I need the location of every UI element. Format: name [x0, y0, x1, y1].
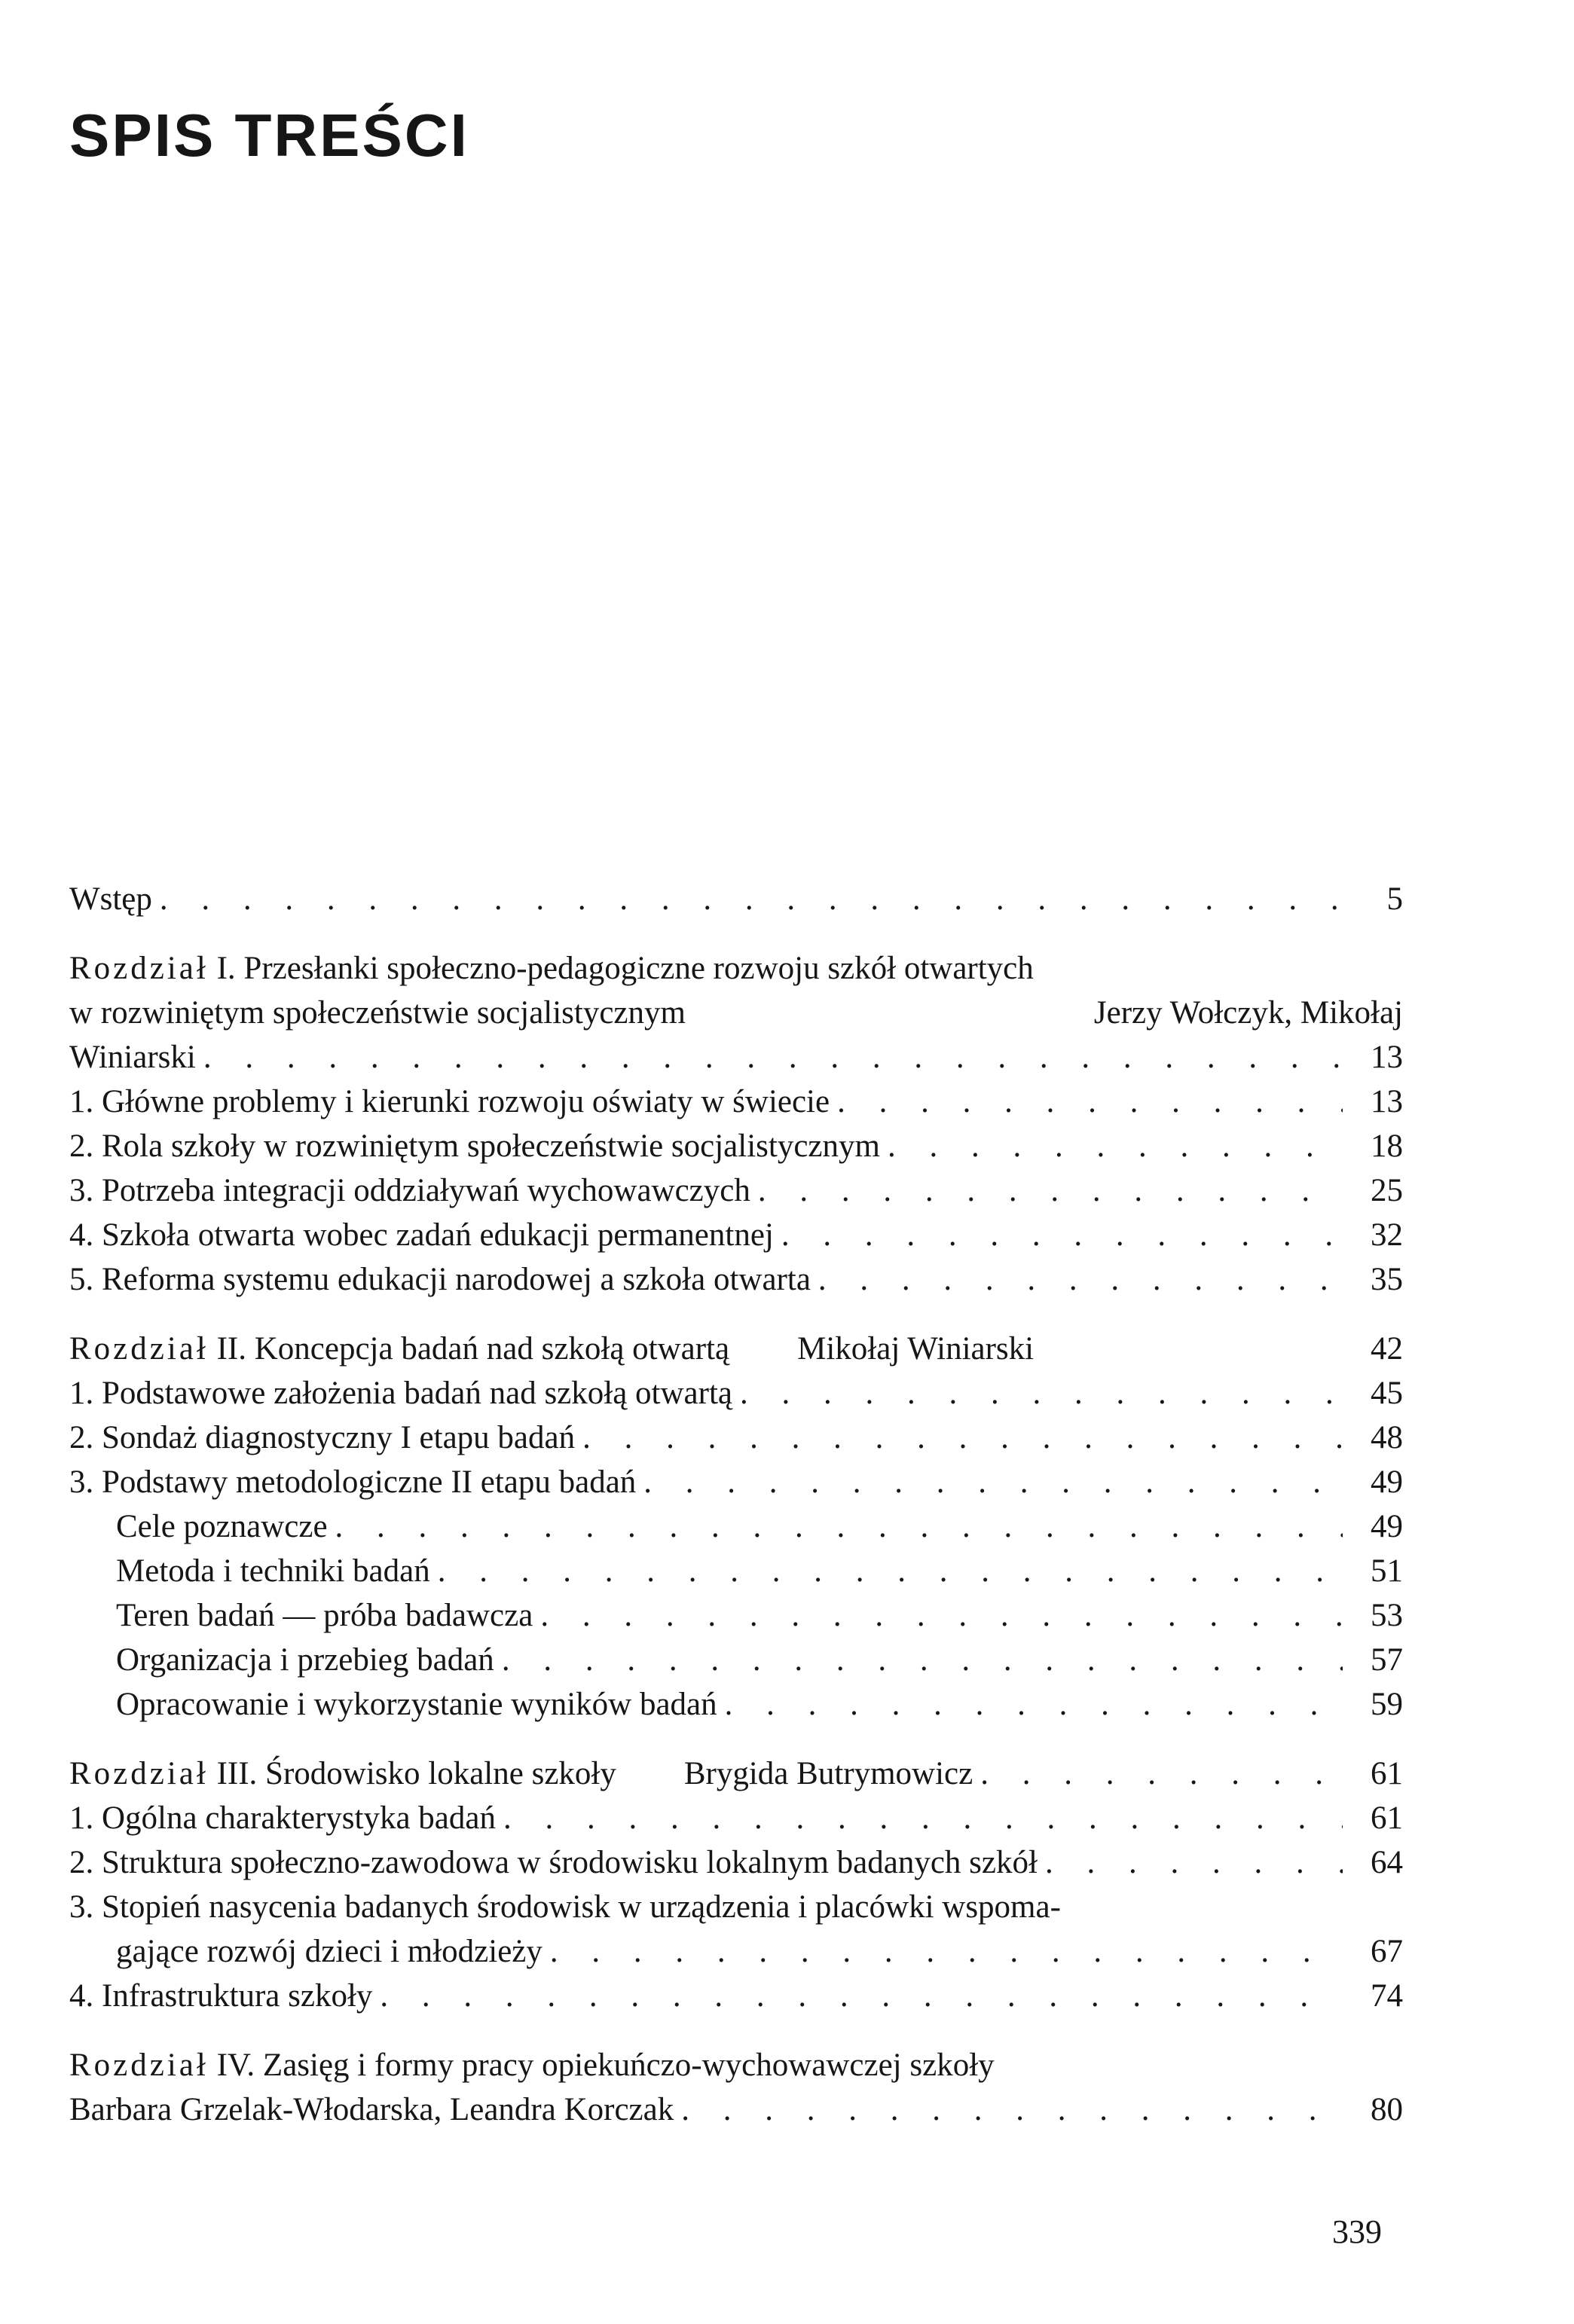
toc-entry[interactable]: 1. Ogólna charakterystyka badań . . . 61: [69, 1796, 1403, 1840]
page-number: 5: [1386, 881, 1403, 917]
page-number: 18: [1371, 1128, 1403, 1164]
toc-entry[interactable]: 1. Główne problemy i kierunki rozwoju oświaty w świecie . . . 13: [69, 1080, 1403, 1124]
page-number: 35: [1371, 1262, 1403, 1297]
dot-leader: [542, 1929, 1343, 1974]
chapter-2-heading[interactable]: Rozdział II. Koncepcja badań nad szkołą otwartą Mikołaj Winiarski 42: [69, 1327, 1403, 1371]
dot-leader: [1038, 1840, 1343, 1885]
dot-leader: [328, 1504, 1343, 1549]
table-of-contents: [69, 877, 1403, 2132]
chapter-4-entry[interactable]: [69, 2087, 1403, 2132]
page-title: SPIS TREŚCI: [69, 102, 469, 169]
toc-entry[interactable]: 2. Struktura społeczno-zawodowa w środowisku lokalnym badanych szkół . . . 64: [69, 1840, 1403, 1885]
page-number: 51: [1371, 1553, 1403, 1589]
chapter-label: Rozdział: [69, 2048, 209, 2083]
chapter-3-heading[interactable]: Rozdział III. Środowisko lokalne szkoły Brygida Butrymowicz . . . 61: [69, 1751, 1403, 1796]
dot-leader: [533, 1593, 1343, 1638]
dot-leader: [196, 1035, 1343, 1080]
page-number: 49: [1371, 1509, 1403, 1544]
chapter-label: Rozdział: [69, 951, 209, 986]
dot-leader: [880, 1124, 1343, 1168]
toc-subentry[interactable]: Metoda i techniki badań . . . 51: [69, 1549, 1403, 1593]
chapter-1-author: Jerzy Wołczyk, Mikołaj: [1093, 995, 1403, 1031]
page-number: 59: [1371, 1687, 1403, 1722]
toc-entry[interactable]: 4. Infrastruktura szkoły . . . 74: [69, 1974, 1403, 2018]
dot-leader: [496, 1796, 1343, 1840]
chapter-2-author: Mikołaj Winiarski: [797, 1331, 1035, 1367]
page-number: 32: [1371, 1217, 1403, 1253]
page-number: 57: [1371, 1642, 1403, 1678]
chapter-4-authors: Barbara Grzelak-Włodarska, Leandra Korczak: [69, 2092, 674, 2127]
dot-leader: [636, 1460, 1343, 1504]
chapter-3-author: Brygida Butrymowicz: [683, 1756, 973, 1791]
toc-entry-label: Wstęp: [69, 881, 152, 917]
chapter-1-entry[interactable]: Winiarski . . . 13: [69, 1035, 1403, 1080]
toc-entry[interactable]: 4. Szkoła otwarta wobec zadań edukacji permanentnej . . . 32: [69, 1213, 1403, 1257]
toc-entry[interactable]: 1. Podstawowe założenia badań nad szkołą otwartą . . . 45: [69, 1371, 1403, 1415]
dot-leader: [811, 1257, 1343, 1302]
page-number: 61: [1371, 1756, 1403, 1791]
toc-entry-continuation[interactable]: gające rozwój dzieci i młodzieży . . . 67: [69, 1929, 1403, 1974]
page-number: 61: [1371, 1800, 1403, 1836]
dot-leader: [830, 1080, 1343, 1124]
page-number: 53: [1371, 1598, 1403, 1633]
toc-entry-line[interactable]: 3. Stopień nasycenia badanych środowisk w urządzenia i placówki wspoma-: [69, 1889, 1061, 1925]
toc-entry[interactable]: 2. Sondaż diagnostyczny I etapu badań . . . 48: [69, 1415, 1403, 1460]
dot-leader: [973, 1751, 1343, 1796]
page-number: 42: [1371, 1331, 1403, 1367]
chapter-4-heading[interactable]: Rozdział IV. Zasięg i formy pracy opiekuńczo-wychowawczej szkoły: [69, 2048, 995, 2083]
chapter-1-title-line: Rozdział I. Przesłanki społeczno-pedagogiczne rozwoju szkół otwartych: [69, 951, 1034, 986]
page-number: 64: [1371, 1845, 1403, 1880]
page-number: 49: [1371, 1464, 1403, 1500]
page-number: 67: [1371, 1934, 1403, 1969]
toc-entry-intro[interactable]: [69, 877, 1403, 921]
page-number: 80: [1371, 2092, 1403, 2127]
toc-subentry[interactable]: Organizacja i przebieg badań . . . 57: [69, 1638, 1403, 1682]
dot-leader: [774, 1213, 1343, 1257]
dot-leader: [717, 1682, 1343, 1727]
page-number: 25: [1371, 1173, 1403, 1208]
toc-subentry[interactable]: Opracowanie i wykorzystanie wyników badań . . . 59: [69, 1682, 1403, 1727]
dot-leader: [152, 877, 1343, 921]
page-folio: 339: [1332, 2213, 1382, 2250]
dot-leader: [494, 1638, 1343, 1682]
chapter-label: Rozdział: [69, 1331, 209, 1367]
dot-leader: [575, 1415, 1343, 1460]
page-number: 74: [1371, 1978, 1403, 2014]
page-number: 48: [1371, 1420, 1403, 1455]
chapter-1-heading[interactable]: [69, 946, 1403, 991]
toc-entry[interactable]: 2. Rola szkoły w rozwiniętym społeczeństwie socjalistycznym . . . 18: [69, 1124, 1403, 1168]
toc-entry[interactable]: 3. Potrzeba integracji oddziaływań wychowawczych . . . 25: [69, 1168, 1403, 1213]
page-number: 13: [1371, 1040, 1403, 1075]
toc-entry[interactable]: 5. Reforma systemu edukacji narodowej a szkoła otwarta . . . 35: [69, 1257, 1403, 1302]
chapter-1-title-line-2: w rozwiniętym społeczeństwie socjalistycznym Jerzy Wołczyk, Mikołaj: [69, 991, 1403, 1035]
dot-leader: [430, 1549, 1343, 1593]
toc-entry[interactable]: 3. Podstawy metodologiczne II etapu badań . . . 49: [69, 1460, 1403, 1504]
toc-subentry[interactable]: Teren badań — próba badawcza . . . 53: [69, 1593, 1403, 1638]
chapter-label: Rozdział: [69, 1756, 209, 1791]
page-number: 45: [1371, 1376, 1403, 1411]
dot-leader: [674, 2087, 1343, 2132]
dot-leader: [372, 1974, 1343, 2018]
page-number: 13: [1371, 1084, 1403, 1119]
dot-leader: [750, 1168, 1343, 1213]
toc-subentry[interactable]: Cele poznawcze . . . 49: [69, 1504, 1403, 1549]
dot-leader: [732, 1371, 1343, 1415]
